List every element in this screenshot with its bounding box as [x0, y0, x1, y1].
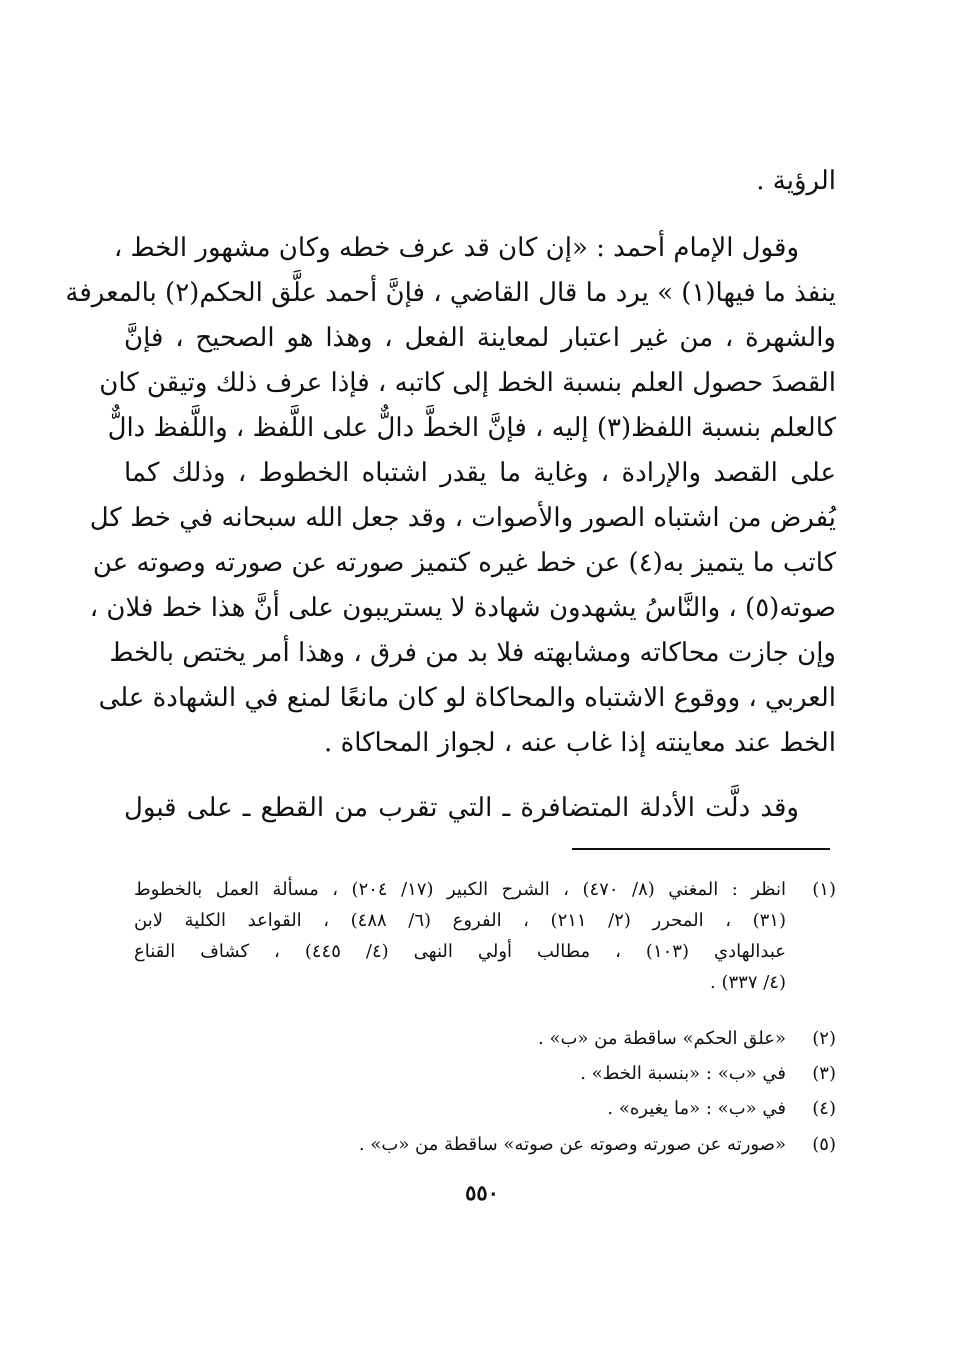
- footnote-number: (٤): [812, 1098, 836, 1119]
- paragraph-last-line: الخط عند معاينته إذا غاب عنه ، لجواز المحاكاة .: [324, 728, 836, 758]
- footnote-number: (٥): [812, 1134, 836, 1155]
- footnote-line: «علق الحكم» ساقطة من «ب» .: [538, 1028, 786, 1049]
- footnote-line: عبدالهادي (١٠٣) ، مطالب أولي النهى (٤/ ٤٤٥) ، كشاف القناع: [134, 941, 786, 962]
- text-line: ينفذ ما فيها(١) » يرد ما قال القاضي ، فإنَّ أحمد علَّق الحكم(٢) بالمعرفة: [65, 278, 836, 308]
- text-line: العربي ، ووقوع الاشتباه والمحاكاة لو كان مانعًا لمنع في الشهادة على: [98, 683, 836, 713]
- text-line: صوته(٥) ، والنَّاسُ يشهدون شهادة لا يستريبون على أنَّ هذا خط فلان ،: [89, 593, 836, 623]
- footnote-line: «صورته عن صورته وصوته عن صوته» ساقطة من «ب» .: [358, 1134, 786, 1155]
- footnote-1: [0, 875, 964, 999]
- footnote-number: (٢): [812, 1028, 836, 1049]
- paragraph-first-line: وقد دلَّت الأدلة المتضافرة ـ التي تقرب من القطع ـ على قبول: [124, 793, 799, 823]
- footnote-3: [0, 1059, 964, 1089]
- footnote-separator: [572, 848, 830, 850]
- text-line: على القصد والإرادة ، وغاية ما يقدر اشتباه الخطوط ، وذلك كما: [124, 458, 836, 488]
- footnote-line: في «ب» : «بنسبة الخط» .: [580, 1063, 786, 1084]
- footnote-line: (٤/ ٣٣٧) .: [710, 972, 786, 993]
- text-line: القصدَ حصول العلم بنسبة الخط إلى كاتبه ، فإذا عرف ذلك وتيقن كان: [99, 368, 836, 398]
- text-line: الرؤية .: [756, 166, 836, 196]
- footnote-line: انظر : المغني (٨/ ٤٧٠) ، الشرح الكبير (١٧/ ٢٠٤) ، مسألة العمل بالخطوط: [134, 879, 786, 900]
- footnote-2: [0, 1024, 964, 1054]
- footnote-line: في «ب» : «ما يغيره» .: [607, 1098, 786, 1119]
- text-line: وإن جازت محاكاته ومشابهته فلا بد من فرق ، وهذا أمر يختص بالخط: [109, 638, 836, 668]
- footnote-number: (٣): [812, 1063, 836, 1084]
- footnote-5: [0, 1130, 964, 1160]
- footnote-line: (٣١) ، المحرر (٢/ ٢١١) ، الفروع (٦/ ٤٨٨) ، القواعد الكلية لابن: [134, 910, 787, 931]
- page-number: ٥٥٠: [465, 1180, 499, 1205]
- text-line: كاتب ما يتميز به(٤) عن خط غيره كتميز صورته عن صورته وصوته عن: [92, 548, 836, 578]
- text-line: والشهرة ، من غير اعتبار لمعاينة الفعل ، وهذا هو الصحيح ، فإنَّ: [124, 323, 836, 353]
- paragraph-first-line: وقول الإمام أحمد : «إن كان قد عرف خطه وكان مشهور الخط ،: [113, 233, 799, 263]
- footnote-4: [0, 1094, 964, 1124]
- footnote-number: (١): [812, 879, 836, 900]
- text-line: يُفرض من اشتباه الصور والأصوات ، وقد جعل الله سبحانه في خط كل: [89, 503, 836, 533]
- text-line: كالعلم بنسبة اللفظ(٣) إليه ، فإنَّ الخطَّ دالٌّ على اللَّفظ ، واللَّفظ دالٌّ: [107, 413, 836, 443]
